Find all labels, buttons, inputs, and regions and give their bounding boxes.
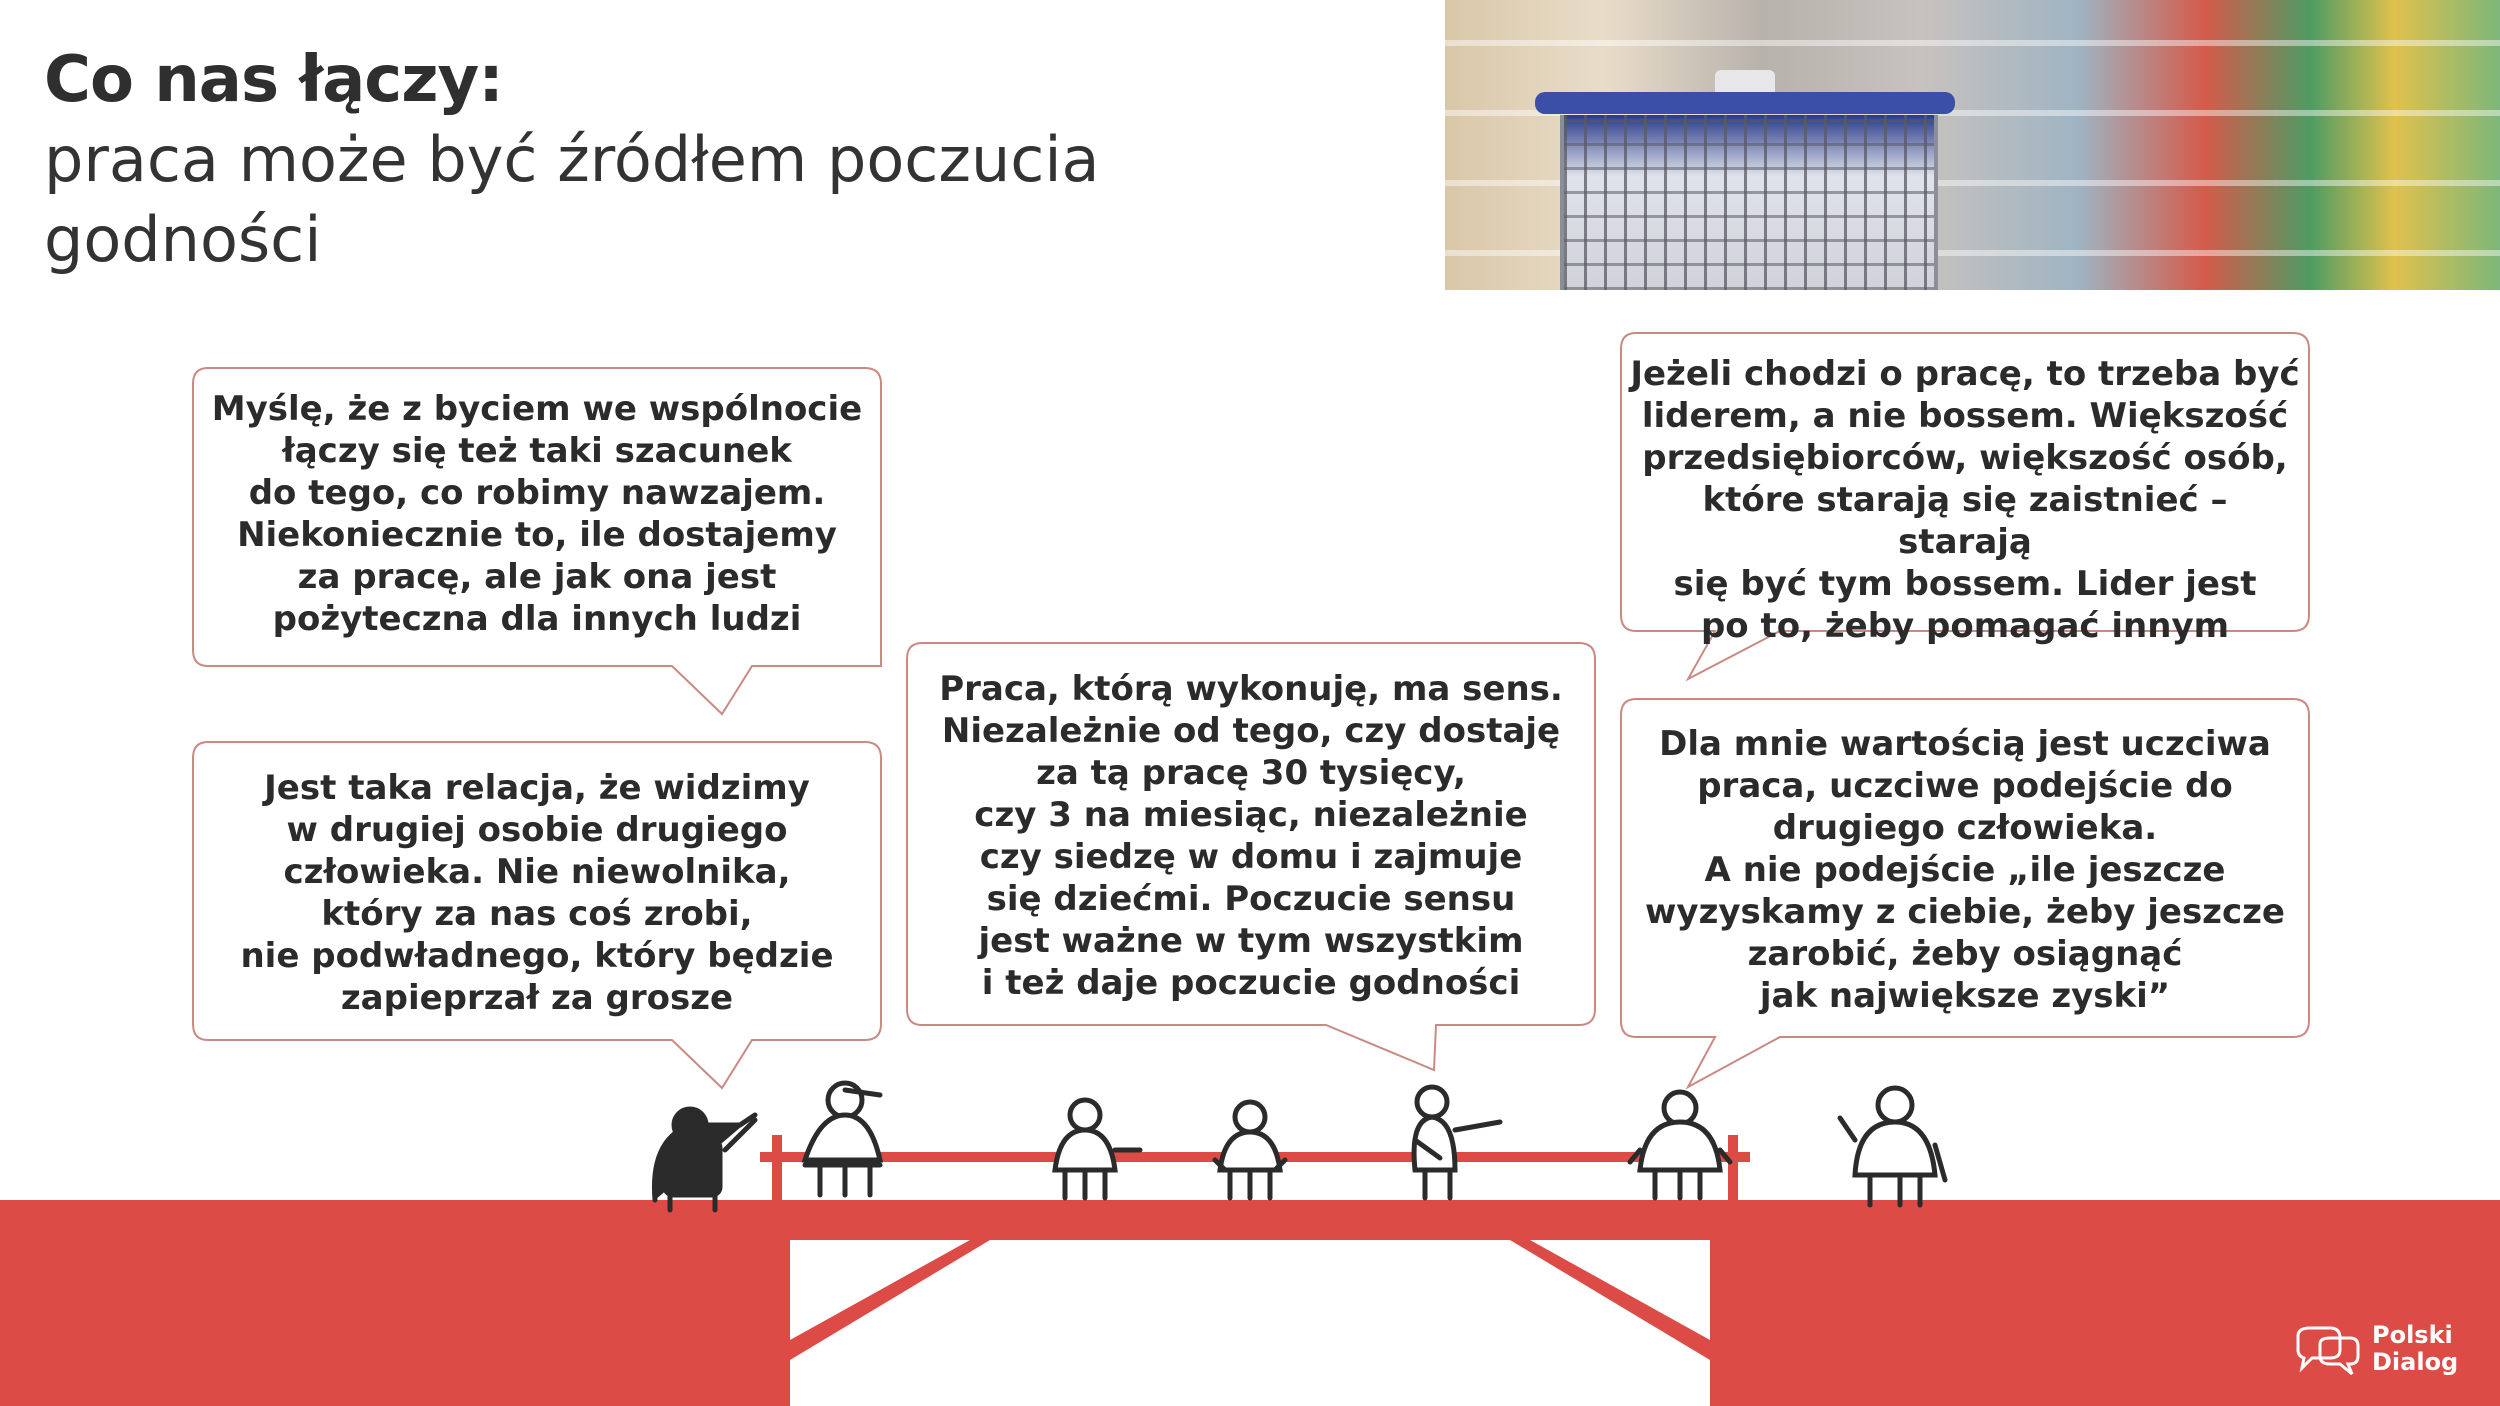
quote-bubble-1 xyxy=(192,367,882,717)
person-figure xyxy=(1630,1092,1730,1198)
quote-text-1: Myślę, że z byciem we wspólnocie łączy się też taki szacunek do tego, co robimy nawzajem. Niekoniecznie to, ile dostajemy za pracę, ale jak ona jest pożyteczna dla innych ludzi xyxy=(211,389,863,639)
logo-line-2: Dialog xyxy=(2372,1348,2459,1376)
quote-text-2: Jest taka relacja, że widzimy w drugiej osobie drugiego człowieka. Nie niewolnika, który za nas coś zrobi, nie podwładnego, który będzie zapieprzał za grosze xyxy=(240,768,834,1018)
quote-text-5: Dla mnie wartością jest uczciwa praca, uczciwe podejście do drugiego człowieka. A nie podejście „ile jeszcze wyzyskamy z ciebie, żeby jeszcze zarobić, żeby osiągnąć jak największe zyski” xyxy=(1645,724,2285,1016)
person-figure xyxy=(805,1083,880,1195)
slide-title xyxy=(44,40,1344,280)
logo-line-1: Polski xyxy=(2372,1321,2453,1349)
quote-bubble-2 xyxy=(192,741,882,1091)
title-heading: Co nas łączy: xyxy=(44,43,503,117)
person-figure xyxy=(1055,1100,1140,1198)
quote-bubble-4 xyxy=(1620,332,2310,682)
title-subheading: praca może być źródłem poczucia godności xyxy=(44,123,1100,276)
polski-dialog-logo xyxy=(2290,1322,2480,1382)
person-figure xyxy=(654,1109,755,1210)
speech-bubbles-logo-icon xyxy=(2290,1322,2362,1378)
logo-text xyxy=(2372,1322,2458,1376)
person-figure xyxy=(1215,1102,1285,1198)
quote-text-3: Praca, którą wykonuję, ma sens. Niezależnie od tego, czy dostaję za tą pracę 30 tysięcy, czy 3 na miesiąc, niezależnie czy siedzę w domu i zajmuje się dziećmi. Poczucie sensu jest ważne w tym wszystkim i też daje poczucie godności xyxy=(939,669,1563,1003)
person-figure xyxy=(1414,1087,1500,1198)
quote-bubble-3 xyxy=(906,642,1596,1072)
quote-text-4: Jeżeli chodzi o pracę, to trzeba być liderem, a nie bossem. Większość przedsiębiorców, większość osób, które starają się zaistnieć – starają się być tym bossem. Lider jest po to, żeby pomagać innym xyxy=(1630,354,2300,646)
person-figure xyxy=(1840,1088,1945,1205)
supermarket-cart-photo xyxy=(1445,0,2500,290)
quote-bubble-5 xyxy=(1620,698,2310,1098)
bridge-gap xyxy=(790,1240,1710,1406)
